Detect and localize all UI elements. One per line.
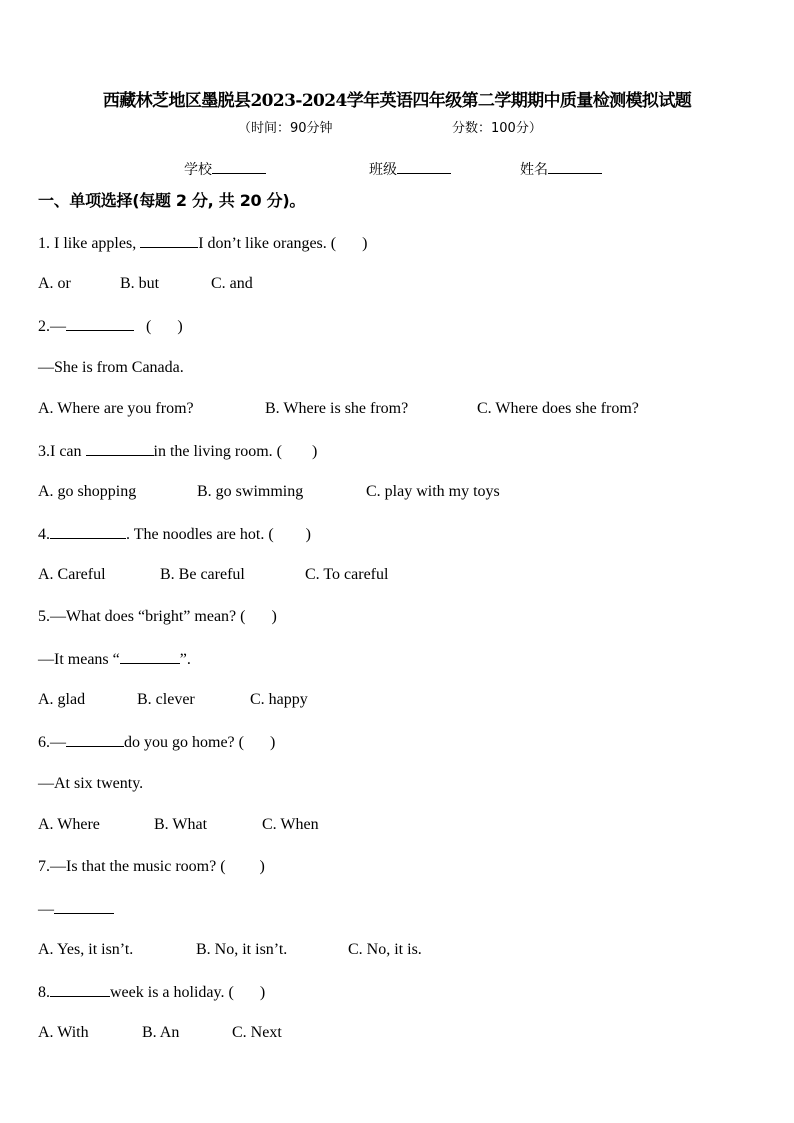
class-field[interactable] [369, 158, 451, 179]
school-field[interactable] [184, 158, 266, 179]
question-3-stem [38, 441, 317, 462]
question-7-reply-dash: — [38, 901, 54, 918]
question-8-stem [38, 982, 265, 1003]
question-1-text-after: I don’t like oranges. ( [198, 235, 337, 252]
question-7-stem [38, 857, 265, 877]
question-3-blank[interactable] [86, 441, 154, 456]
question-6-option-b[interactable]: B. What [154, 816, 208, 833]
question-2-stem [38, 316, 183, 337]
question-4-blank[interactable] [50, 524, 126, 539]
question-1-option-c[interactable]: C. and [211, 275, 253, 292]
question-1-option-b[interactable]: B. but [120, 275, 160, 292]
question-7-text-before: 7.—Is that the music room? ( [38, 858, 226, 875]
question-5-blank[interactable] [120, 649, 180, 664]
question-4-text-before: 4. [38, 526, 50, 543]
section-heading: 一、单项选择(每题 2 分, 共 20 分)。 [38, 191, 306, 210]
question-6-blank[interactable] [66, 732, 124, 747]
question-7-option-b[interactable]: B. No, it isn’t. [196, 941, 288, 958]
question-6-stem [38, 732, 275, 753]
question-1-blank[interactable] [140, 233, 198, 248]
question-4-option-c[interactable]: C. To careful [305, 566, 389, 583]
school-label: 学校 [184, 162, 212, 178]
question-6-text-after: do you go home? ( [124, 734, 244, 751]
class-label: 班级 [369, 162, 397, 178]
question-4-option-b[interactable]: B. Be careful [160, 566, 245, 583]
question-7-option-c[interactable]: C. No, it is. [348, 941, 422, 958]
question-2-option-b[interactable]: B. Where is she from? [265, 400, 409, 417]
question-8-text-before: 8. [38, 984, 50, 1001]
question-7-close-paren: ) [259, 858, 265, 875]
question-6-text-before: 6.— [38, 734, 66, 751]
question-5-reply-before: —It means “ [38, 651, 120, 668]
time-limit: （时间：90分钟 [238, 121, 333, 136]
question-8-option-a[interactable]: A. With [38, 1024, 89, 1041]
question-5-option-c[interactable]: C. happy [250, 691, 308, 708]
question-5-reply-after: ”. [179, 651, 191, 668]
question-6-close-paren: ) [269, 734, 276, 751]
name-label: 姓名 [520, 162, 548, 178]
question-2-option-c[interactable]: C. Where does she from? [477, 400, 639, 417]
question-3-text-before: 3.I can [38, 443, 86, 460]
question-2-blank[interactable] [66, 316, 134, 331]
question-3-close-paren: ) [311, 443, 318, 460]
question-5-text-before: 5.—What does “bright” mean? ( [38, 608, 246, 625]
question-3-text-after: in the living room. ( [153, 443, 282, 460]
question-8-blank[interactable] [50, 982, 110, 997]
question-6-option-a[interactable]: A. Where [38, 816, 100, 833]
question-3-option-a[interactable]: A. go shopping [38, 483, 137, 500]
question-2-text-before: 2.— [38, 318, 66, 335]
question-6-reply: —At six twenty. [38, 775, 144, 792]
total-score: 分数：100分） [452, 121, 542, 136]
question-2-option-a[interactable]: A. Where are you from? [38, 400, 194, 417]
question-7-reply [38, 899, 114, 920]
question-2-close-paren: ) [177, 318, 183, 335]
question-5-close-paren: ) [271, 608, 277, 625]
question-3-option-b[interactable]: B. go swimming [197, 483, 304, 500]
question-4-stem [38, 524, 311, 545]
question-8-option-b[interactable]: B. An [142, 1024, 180, 1041]
question-1-close-paren: ) [362, 235, 368, 252]
question-1-text-before: 1. I like apples, [38, 235, 141, 252]
question-1-stem [38, 233, 367, 254]
question-2-reply: —She is from Canada. [38, 359, 184, 376]
question-5-option-b[interactable]: B. clever [137, 691, 195, 708]
name-blank[interactable] [548, 158, 602, 174]
name-field[interactable] [520, 158, 602, 179]
question-7-blank[interactable] [54, 899, 114, 914]
exam-title: 西藏林芝地区墨脱县2023-2024学年英语四年级第二学期期中质量检测模拟试题 [102, 91, 692, 111]
question-6-option-c[interactable]: C. When [262, 816, 319, 833]
question-8-text-after: week is a holiday. ( [110, 984, 234, 1001]
class-blank[interactable] [397, 158, 451, 174]
question-3-option-c[interactable]: C. play with my toys [366, 483, 500, 500]
question-5-stem [38, 607, 277, 627]
question-7-option-a[interactable]: A. Yes, it isn’t. [38, 941, 134, 958]
question-4-text-after: . The noodles are hot. ( [126, 526, 274, 543]
question-4-close-paren: ) [305, 526, 311, 543]
school-blank[interactable] [212, 158, 266, 174]
question-2-text-after: ( [146, 318, 152, 335]
question-8-option-c[interactable]: C. Next [232, 1024, 282, 1041]
question-1-option-a[interactable]: A. or [38, 275, 71, 292]
question-5-reply [38, 649, 191, 670]
question-4-option-a[interactable]: A. Careful [38, 566, 106, 583]
question-5-option-a[interactable]: A. glad [38, 691, 86, 708]
question-8-close-paren: ) [259, 984, 266, 1001]
